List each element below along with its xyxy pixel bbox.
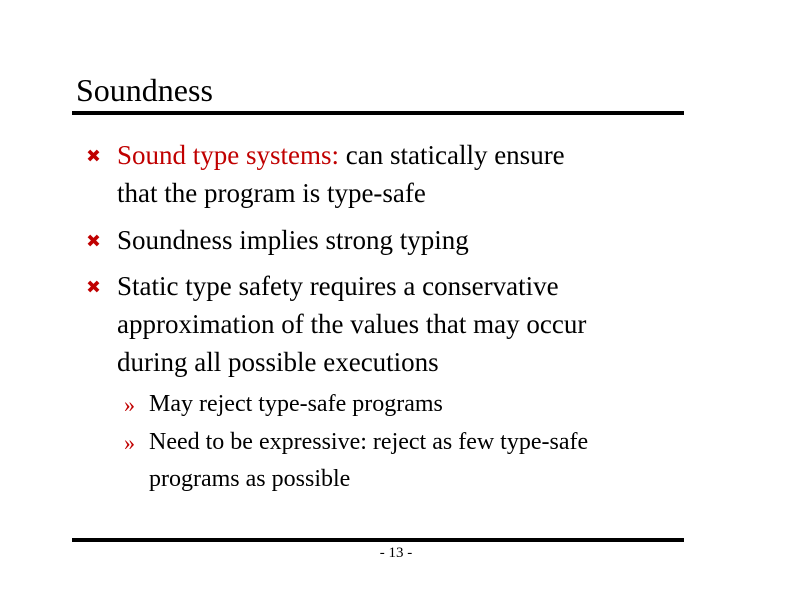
bullet-item-3 bbox=[117, 267, 586, 381]
bullet-2-line-1: Soundness implies strong typing bbox=[117, 225, 469, 255]
bullet-1-lead-term: Sound type systems: bbox=[117, 140, 340, 170]
subbullet-marker-icon: » bbox=[124, 392, 135, 417]
diamond-bullet-icon bbox=[87, 234, 100, 247]
bullet-3-line-1: Static type safety requires a conservative bbox=[117, 271, 559, 301]
subbullet-marker-icon: » bbox=[124, 430, 135, 455]
subbullet-item-2 bbox=[124, 424, 589, 498]
subbullet-2-line-1: Need to be expressive: reject as few type-safe bbox=[149, 429, 589, 455]
diamond-bullet-icon bbox=[87, 280, 100, 293]
bullet-1-line-1 bbox=[117, 136, 565, 174]
bullet-1-line-1-rest: can statically ensure bbox=[339, 140, 565, 170]
subbullet-2-line-2: programs as possible bbox=[149, 466, 351, 492]
bullet-3-line-2: approximation of the values that may occur bbox=[117, 309, 587, 339]
footer-rule bbox=[72, 538, 684, 542]
diamond-bullet-icon bbox=[87, 149, 100, 162]
bullet-3-line-3: during all possible executions bbox=[117, 347, 439, 377]
subbullet-item-1 bbox=[124, 386, 443, 423]
title-underline-rule bbox=[72, 111, 684, 115]
page-number: - 13 - bbox=[379, 545, 413, 561]
subbullet-1-line-1: May reject type-safe programs bbox=[149, 391, 443, 417]
bullet-item-2 bbox=[117, 221, 469, 259]
slide-title: Soundness bbox=[76, 72, 213, 108]
bullet-item-1 bbox=[117, 136, 565, 212]
bullet-1-line-2: that the program is type-safe bbox=[117, 178, 426, 208]
